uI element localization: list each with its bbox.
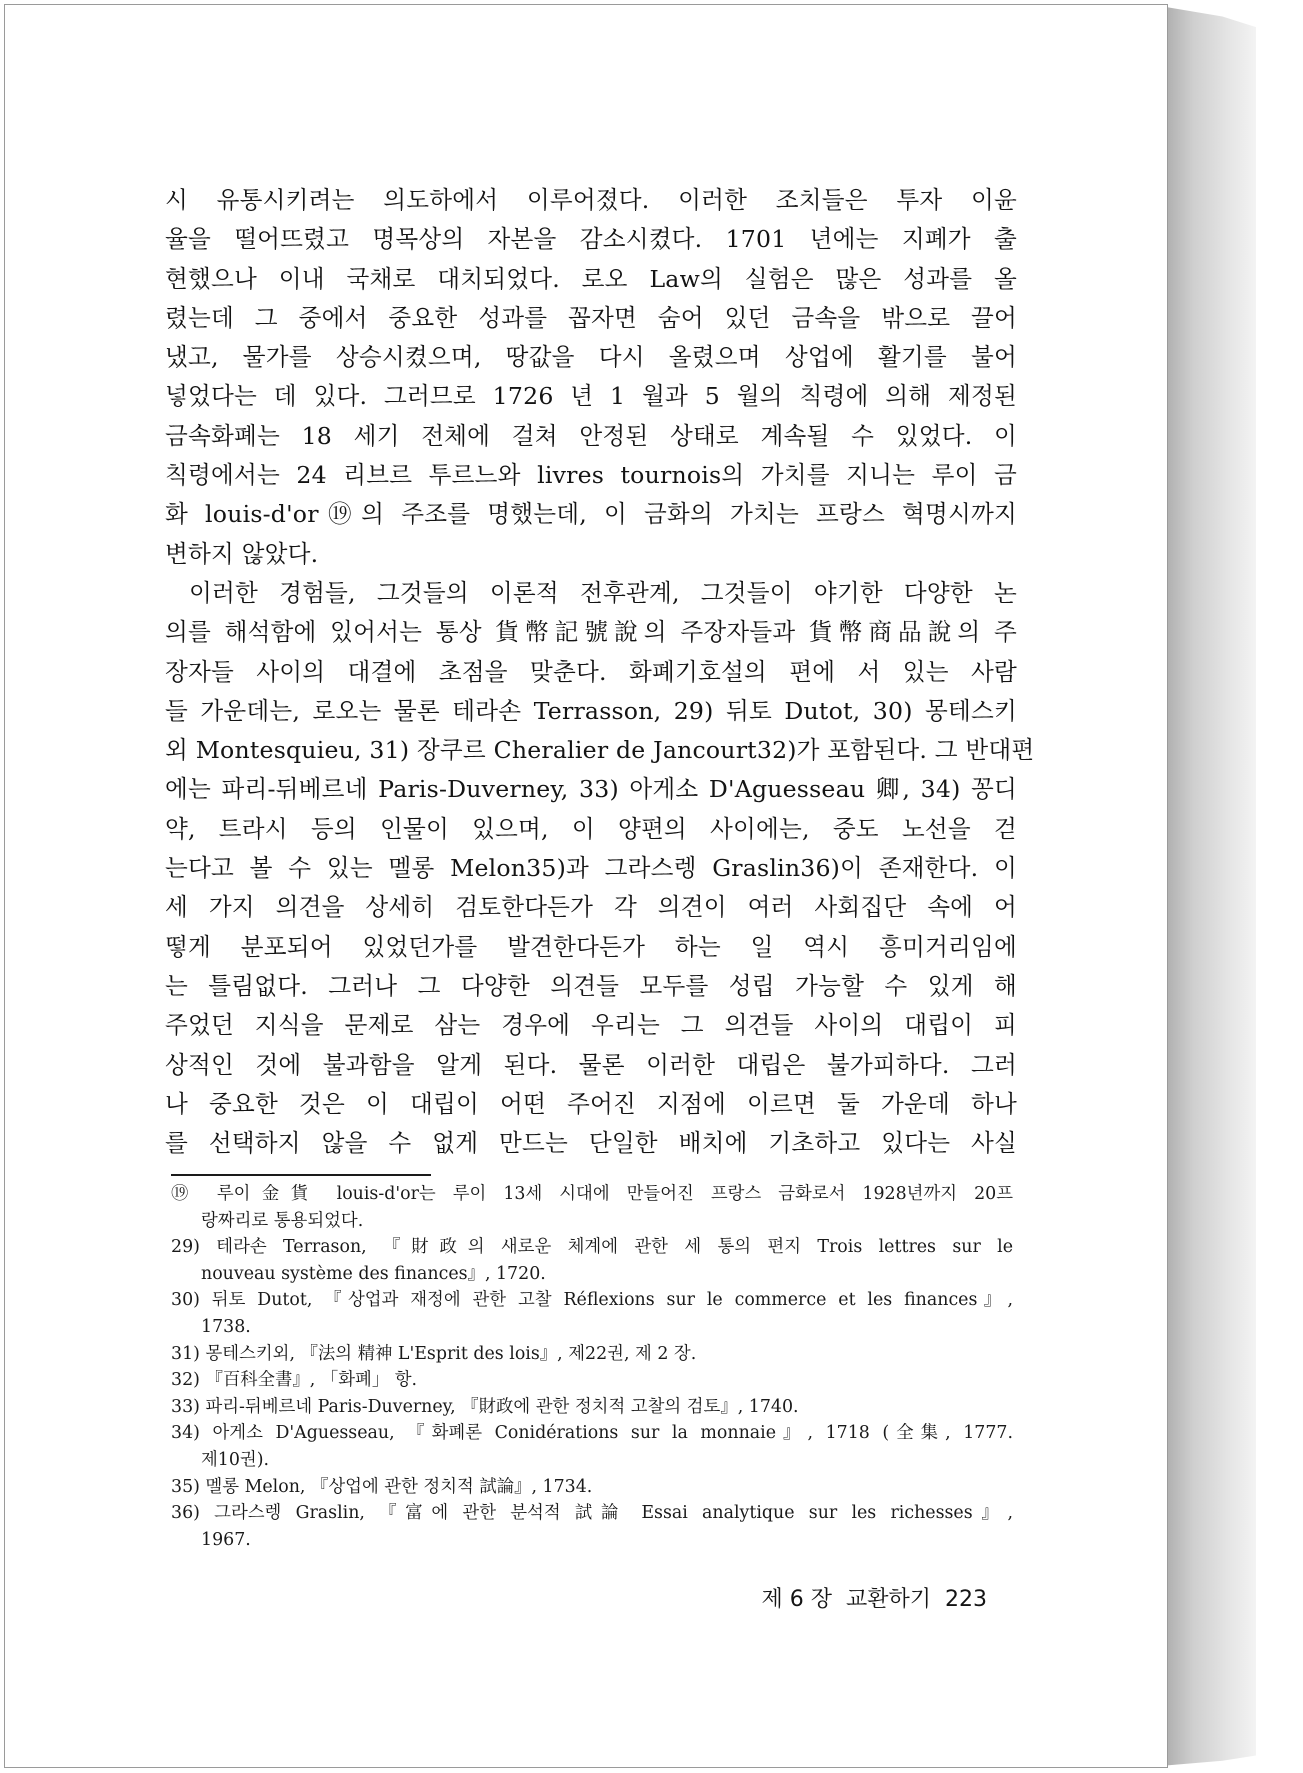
body-line: 렸는데 그 중에서 중요한 성과를 꼽자면 숨어 있던 금속을 밖으로 끌어 <box>165 303 1017 332</box>
body-line: 떻게 분포되어 있었던가를 발견한다든가 하는 일 역시 흥미거리임에 <box>165 932 1017 961</box>
footnote-line: 36) 그라스렝 Graslin, 『富에 관한 분석적 試論 Essai analytique sur les richesses』, <box>171 1503 1013 1524</box>
footnote-line: 1738. <box>201 1316 251 1337</box>
book-edge-shadow <box>1160 6 1256 1766</box>
footnote-line: 30) 뒤토 Dutot, 『상업과 재정에 관한 고찰 Réflexions sur le commerce et les finances』, <box>171 1290 1013 1311</box>
body-line: 시 유통시키려는 의도하에서 이루어졌다. 이러한 조치들은 투자 이윤 <box>165 186 1017 214</box>
body-line: 칙령에서는 24 리브르 투르느와 livres tournois의 가치를 지니는 루이 금 <box>165 461 1017 490</box>
body-line: 세 가지 의견을 상세히 검토한다든가 각 의견이 여러 사회집단 속에 어 <box>165 893 1017 922</box>
footnote-line: nouveau système des finances』, 1720. <box>201 1263 546 1284</box>
footnote-line: 33) 파리-뒤베르네 Paris-Duverney, 『財政에 관한 정치적 고찰의 검토』, 1740. <box>171 1396 799 1417</box>
body-text <box>165 181 1035 1163</box>
footnote-line: 제10권). <box>201 1449 270 1470</box>
body-line: 의를 해석함에 있어서는 통상 貨幣記號說의 주장자들과 貨幣商品說의 주 <box>165 618 1017 647</box>
body-line: 변하지 않았다. <box>165 539 319 568</box>
running-footer <box>727 1583 987 1617</box>
body-line: 는다고 볼 수 있는 멜롱 Melon35)과 그라스렝 Graslin36)이 존재한다. 이 <box>165 854 1017 883</box>
body-line: 주었던 지식을 문제로 삼는 경우에 우리는 그 의견들 사이의 대립이 피 <box>165 1011 1017 1040</box>
body-line: 외 Montesquieu, 31) 장쿠르 Cheralier de Jancourt32)가 포함된다. 그 반대편 <box>165 736 1035 765</box>
body-line: 를 선택하지 않을 수 없게 만드는 단일한 배치에 기초하고 있다는 사실 <box>165 1129 1017 1158</box>
body-line: 상적인 것에 불과함을 알게 된다. 물론 이러한 대립은 불가피하다. 그러 <box>165 1050 1017 1079</box>
book-page <box>4 4 1168 1768</box>
footer-chapter: 제 6 장 <box>761 1587 832 1612</box>
footnote-line: 34) 아게소 D'Aguesseau, 『화폐론 Conidérations sur la monnaie』, 1718 (全集, 1777. <box>171 1423 1013 1444</box>
body-line: 냈고, 물가를 상승시켰으며, 땅값을 다시 올렸으며 상업에 활기를 불어 <box>165 343 1017 372</box>
footnote-line: ⑲ 루이金貨 louis-d'or는 루이 13세 시대에 만들어진 프랑스 금화로서 1928년까지 20프 <box>171 1184 1013 1204</box>
body-line: 장자들 사이의 대결에 초점을 맞춘다. 화폐기호설의 편에 서 있는 사람 <box>165 657 1017 686</box>
body-line: 율을 떨어뜨렸고 명목상의 자본을 감소시켰다. 1701 년에는 지폐가 출 <box>165 225 1017 254</box>
footnote-line: 31) 몽테스키외, 『法의 精神 L'Esprit des lois』, 제22권, 제 2 장. <box>171 1343 697 1364</box>
footnote-separator <box>171 1174 431 1176</box>
body-line: 금속화폐는 18 세기 전체에 걸쳐 안정된 상태로 계속될 수 있었다. 이 <box>165 421 1017 450</box>
body-line: 화 louis-d'or⑲의 주조를 명했는데, 이 금화의 가치는 프랑스 혁명시까지 <box>165 500 1017 529</box>
body-line: 에는 파리-뒤베르네 Paris-Duverney, 33) 아게소 D'Aguesseau 卿, 34) 꽁디 <box>165 775 1017 804</box>
footer-title: 교환하기 <box>845 1587 931 1612</box>
footnote-line: 32) 『百科全書』, 「화폐」 항. <box>171 1370 418 1391</box>
body-line: 이러한 경험들, 그것들의 이론적 전후관계, 그것들이 야기한 다양한 논 <box>189 578 1017 607</box>
body-line: 들 가운데는, 로오는 물론 테라손 Terrasson, 29) 뒤토 Dutot, 30) 몽테스키 <box>165 696 1017 725</box>
body-line: 현했으나 이내 국채로 대치되었다. 로오 Law의 실험은 많은 성과를 올 <box>165 264 1017 293</box>
body-line: 나 중요한 것은 이 대립이 어떤 주어진 지점에 이르면 둘 가운데 하나 <box>165 1089 1017 1118</box>
footnotes <box>171 1181 1013 1553</box>
body-line: 넣었다는 데 있다. 그러므로 1726 년 1 월과 5 월의 칙령에 의해 제정된 <box>165 382 1017 411</box>
body-line: 약, 트라시 등의 인물이 있으며, 이 양편의 사이에는, 중도 노선을 걷 <box>165 814 1017 843</box>
footnote-line: 랑짜리로 통용되었다. <box>201 1210 364 1231</box>
footnote-line: 35) 멜롱 Melon, 『상업에 관한 정치적 試論』, 1734. <box>171 1476 593 1497</box>
footnote-line: 29) 테라손 Terrason, 『財政의 새로운 체계에 관한 세 통의 편지 Trois lettres sur le <box>171 1237 1013 1258</box>
footnote-line: 1967. <box>201 1529 251 1550</box>
body-line: 는 틀림없다. 그러나 그 다양한 의견들 모두를 성립 가능할 수 있게 해 <box>165 971 1017 1000</box>
page-number: 223 <box>945 1587 987 1612</box>
